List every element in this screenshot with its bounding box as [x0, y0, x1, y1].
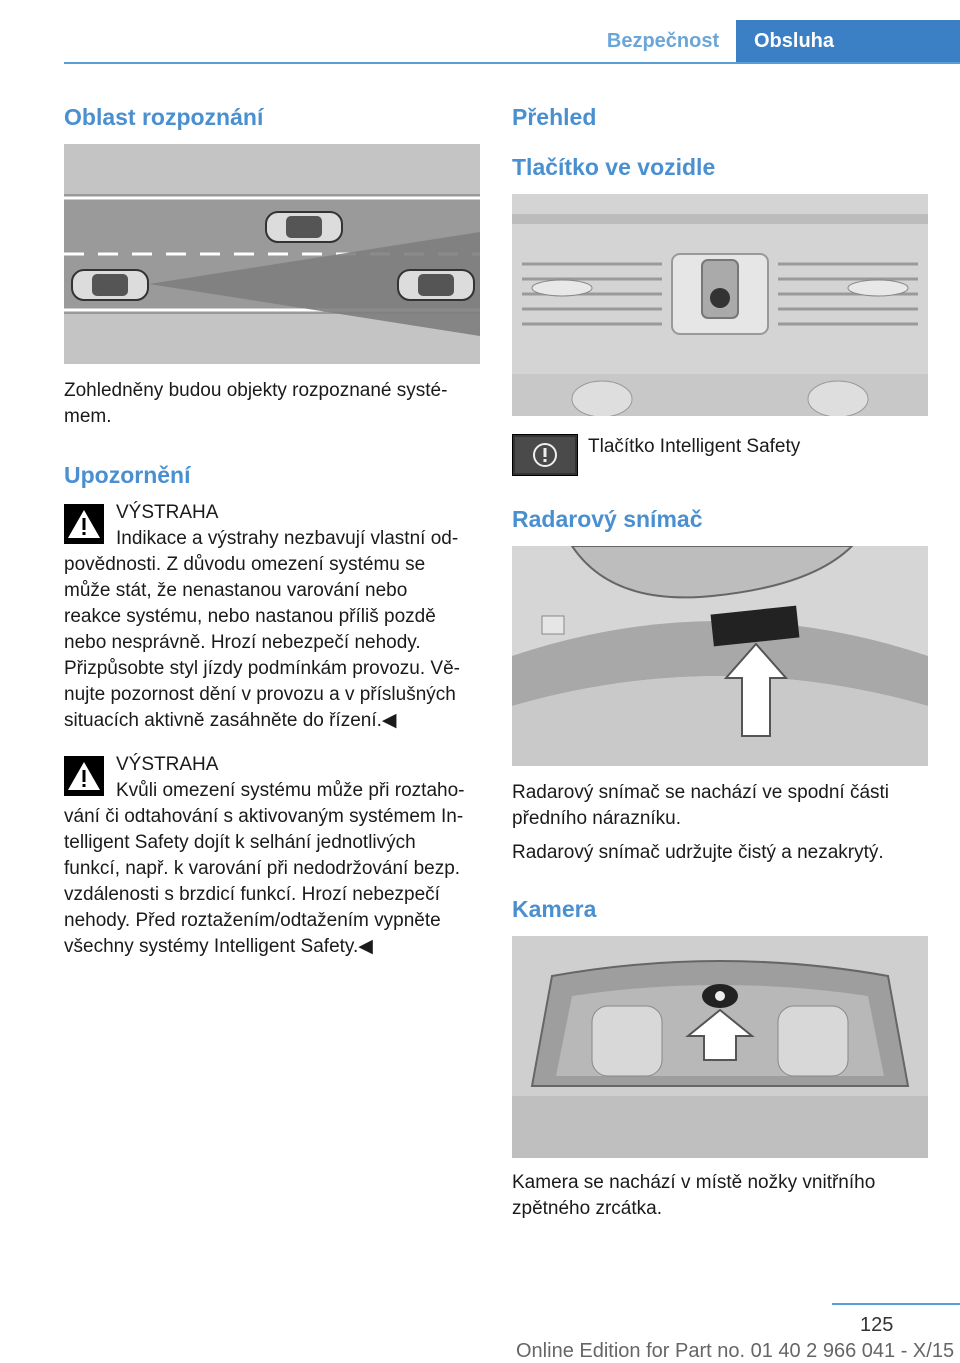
figure-camera — [512, 936, 928, 1158]
header-tab-bezpecnost[interactable]: Bezpečnost — [606, 30, 720, 52]
page-number: 125 — [860, 1314, 894, 1336]
footer-divider — [832, 1303, 960, 1305]
section-title-button: Tlačítko ve vozidle — [512, 154, 716, 180]
warning-triangle-icon — [64, 756, 104, 796]
warning-triangle-icon — [64, 504, 104, 544]
intelligent-safety-button-icon — [512, 434, 578, 476]
section-title-overview: Přehled — [512, 104, 597, 130]
car-rear-icon — [72, 270, 148, 300]
warning-block-2: VÝSTRAHA Kvůli omezení systému může při roztaho‐ vání či odtahování s aktivovaným systémem In‐ telligent Safety dojít k selhání jednotlivých funkcí, např. k varování při nedodržování bezp. vzdálenosti s brzdicí funkcí. Hrozí nebezpečí nehody. Před roztažením/odtažením vypněte všechny systémy Intelligent Safety.◀ — [64, 752, 480, 960]
section-title-camera: Kamera — [512, 896, 597, 922]
section-title-warnings: Upozornění — [64, 462, 191, 488]
car-front-icon — [398, 270, 474, 300]
warning-2-title: VÝSTRAHA — [116, 754, 219, 775]
footer-edition: Online Edition for Part no. 01 40 2 966 041 - X/15 — [516, 1340, 955, 1362]
warning-block-1: VÝSTRAHA Indikace a výstrahy nezbavují vlastní od‐ povědnosti. Z důvodu omezení systému se může stát, že nenastanou varování nebo reakce systému, nebo nastanou příliš pozdě nebo nesprávně. Hrozí nebezpečí nehody. Přizpůsobte styl jízdy podmínkám provozu. Vě‐ nujte pozornost dění v provozu a v příslušných situacích aktivně zasáhněte do řízení.◀ — [64, 500, 480, 734]
caption-detection-area: Zohledněny budou objekty rozpoznané systé‐ mem. — [64, 380, 448, 427]
caption-button: Tlačítko Intelligent Safety — [588, 436, 801, 457]
figure-detection-area — [64, 144, 480, 364]
figure-button-in-vehicle — [512, 194, 928, 416]
section-title-detection-area: Oblast rozpoznání — [64, 104, 264, 130]
figure-radar-sensor — [512, 546, 928, 766]
car-top-icon — [266, 212, 342, 242]
caption-camera: Kamera se nachází v místě nožky vnitřního zpětného zrcátka. — [512, 1172, 876, 1219]
header-tab-obsluha[interactable]: Obsluha — [736, 20, 960, 62]
caption-radar: Radarový snímač se nachází ve spodní části předního nárazníku. Radarový snímač udržujte čistý a nezakrytý. — [512, 782, 890, 863]
warning-1-title: VÝSTRAHA — [116, 502, 219, 523]
section-title-radar: Radarový snímač — [512, 506, 703, 532]
header-divider — [64, 62, 960, 64]
